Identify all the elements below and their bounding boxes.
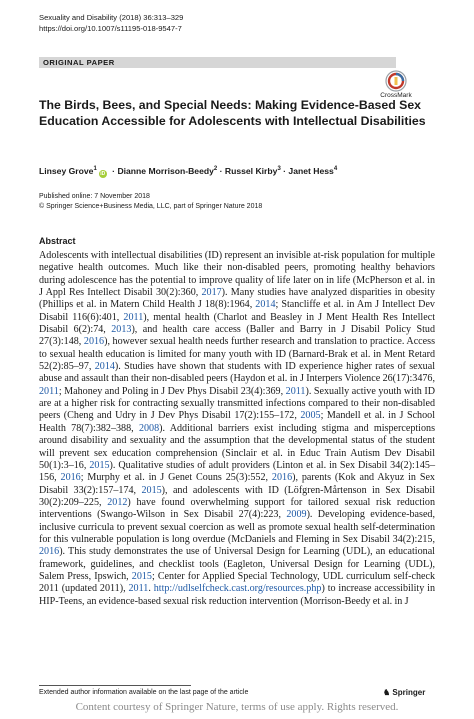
article-title: The Birds, Bees, and Special Needs: Making Evidence-Based Sex Education Accessible for Adolescents with Intellectual Disabilities (39, 98, 426, 128)
abstract-text: ). Sexually active youth with ID are at a higher risk for contracting sexually transmitted infections compared to their non-disabled peers (Cheng and Udry in J Dev Phys Disabil 17(2):155–172, (39, 385, 435, 422)
abstract-text: ; Murphy et al. in J Genet Couns 25(3):552, (80, 472, 272, 484)
author-separator: · (217, 165, 225, 176)
author-list (39, 163, 459, 178)
citation-link[interactable]: 2011 (285, 385, 306, 397)
publisher-name: Springer (392, 688, 426, 697)
citation-link[interactable]: 2017 (201, 287, 222, 299)
published-date: Published online: 7 November 2018 (39, 193, 150, 200)
crossmark-label: CrossMark (380, 92, 412, 99)
footnote-divider (39, 685, 191, 686)
abstract-body (39, 250, 435, 608)
citation-link[interactable]: 2016 (83, 336, 105, 348)
citation-link[interactable]: 2015 (131, 570, 152, 582)
abstract-text: ), parents (Kok and Akyuz in Sex Disabil 33(2):157–174, (39, 472, 435, 496)
orcid-icon[interactable]: iD (100, 170, 106, 177)
abstract-heading: Abstract (39, 236, 76, 246)
paper-type-label: ORIGINAL PAPER (43, 58, 115, 67)
abstract-text: ). This study demonstrates the use of Universal Design for Learning (UDL), an educational framework, guidelines, and checklist tools (Eagleton, Universal Design for Learning (UDL), Salem Press, Ipswich, (39, 546, 435, 582)
author-affiliation: 1 (93, 166, 97, 172)
journal-issue: Sexuality and Disability (2018) 36:313–329 (39, 13, 184, 22)
author-affiliation: 3 (277, 166, 281, 172)
copyright-notice: © Springer Science+Business Media, LLC, part of Springer Nature 2018 (39, 203, 263, 210)
springer-logo (383, 688, 425, 697)
abstract-text: ). Qualitative studies of adult providers (Linton et al. in Sex Disabil 34(2):145–156, (39, 459, 435, 484)
abstract-text: ; Mahoney and Poling in J Dev Phys Disabil 23(4):369, (58, 385, 286, 397)
doi-link[interactable]: https://doi.org/10.1007/s11195-018-9547-7 (39, 24, 182, 33)
author-separator: · (109, 165, 118, 176)
abstract-text: ) have found overwhelming support for tailored sexual risk reduction interventions (Swango-Wilson in Sex Disabil 27(4):223, (39, 496, 435, 521)
abstract-text: ; Stancliffe et al. in Am J Intellect Dev Disabil 116(6):401, (39, 299, 435, 323)
abstract-text: ). Studies have shown that students with ID experience higher rates of sexual abuse and assault than their non-disabled peers (Haydon et al. in J Interpers Violence 26(17):3476, (39, 361, 435, 385)
author-name[interactable]: Dianne Morrison-Beedy (117, 165, 214, 176)
abstract-text: ). Additional barriers exist including stigma and misperceptions around disability and sexuality and the assumption that the developmental status of the student will prevent sex education comprehension (Sinclair et al. in Educ Train Autism Dev Disabil 50(1):3–16, (39, 422, 435, 471)
citation-link[interactable]: http://udlselfcheck.cast.org/resources.php (153, 583, 322, 595)
citation-link[interactable]: 2014 (255, 299, 276, 311)
springer-horse-icon: ♞ (383, 688, 391, 697)
publication-info (39, 192, 262, 212)
citation-link[interactable]: 2014 (94, 361, 115, 373)
abstract-text: ), mental health (Charlot and Beasley in J Ment Health Res Intellect Disabil 6(2):74, (39, 311, 436, 336)
abstract-text: ), however sexual health needs further research and translation to practice. Access to sexual health education is limited for many youth with ID (Barnard-Brak et al. in Ment Retard 52(2):85–97, (39, 336, 435, 373)
citation-link[interactable]: 2011 (123, 311, 144, 323)
courtesy-banner: Content courtesy of Springer Nature, terms of use apply. Rights reserved. (75, 701, 399, 713)
citation-link[interactable]: 2016 (39, 546, 60, 558)
citation-link[interactable]: 2016 (271, 472, 293, 484)
abstract-text: . (148, 583, 154, 595)
crossmark-icon (385, 70, 407, 92)
citation-link[interactable]: 2013 (111, 324, 132, 336)
footnote: Extended author information available on the last page of the article (39, 689, 249, 696)
citation-link[interactable]: 2012 (107, 496, 128, 508)
abstract-text: ; Center for Applied Special Technology, UDL curriculum self-check 2011 (updated 2011), (39, 570, 435, 595)
author-name[interactable]: Janet Hess (288, 165, 334, 176)
author-affiliation: 4 (333, 166, 338, 172)
abstract-text: ; Mandell et al. in J School Health 78(7):382–388, (39, 410, 435, 434)
abstract-text: ). Many studies have analyzed disparities in obesity (Phillips et al. in Matern Child Health J 18(8):1964, (39, 287, 435, 311)
citation-link[interactable]: 2011 (128, 583, 149, 595)
abstract-text: ). Developing evidence-based, inclusive curricula to prevent sexual coercion as well as promote sexual health self-determination for this vulnerable population is long overdue (McDaniels and Fleming in Sex Disabil 34(2):215, (39, 509, 436, 545)
citation-link[interactable]: 2008 (138, 422, 160, 434)
citation-link[interactable]: 2005 (300, 410, 321, 422)
abstract-text: ) to increase accessibility in HIP-Teens, an evidence-based sexual risk reduction intervention (Morrison-Beedy et al. in J (39, 583, 436, 607)
citation-link[interactable]: 2011 (39, 385, 59, 397)
abstract-text: ), and adolescents with ID (Löfgren-Mårtenson in Sex Disabil 30(2):209–225, (39, 484, 436, 508)
crossmark-badge[interactable] (360, 70, 432, 99)
citation-link[interactable]: 2015 (89, 459, 110, 471)
abstract-text: Adolescents with intellectual disabilities (ID) represent an invisible at-risk population for multiple negative health outcomes. Much like their non-disabled peers, promoting healthy behaviors during adolescence has the potential to improve quality of life later on in life (McPherson et al. in J Appl Res Intellect Disabil 30(2):360, (39, 250, 435, 299)
author-name[interactable]: Russel Kirby (224, 165, 278, 176)
author-separator: · (280, 165, 289, 176)
author-affiliation: 2 (213, 166, 218, 172)
author-name[interactable]: Linsey Grove (39, 165, 94, 176)
citation-link[interactable]: 2015 (141, 484, 162, 496)
abstract-text: ), and health care access (Baller and Barry in J Disabil Policy Stud 27(3):148, (39, 324, 436, 348)
journal-citation (39, 12, 183, 34)
citation-link[interactable]: 2009 (286, 509, 307, 521)
citation-link[interactable]: 2016 (60, 472, 81, 484)
